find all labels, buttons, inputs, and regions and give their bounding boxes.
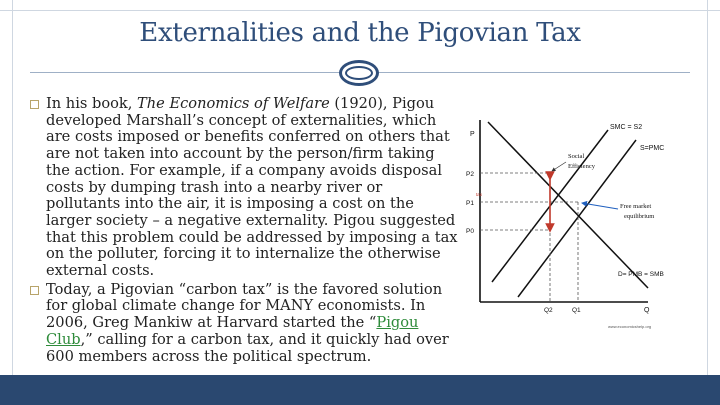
frame-top-line <box>0 10 720 11</box>
x-axis-label: Q <box>644 307 650 314</box>
x-tick-q2: Q2 <box>544 307 553 314</box>
slide-body <box>30 96 458 367</box>
watermark-text: www.economicshelp.org <box>608 324 652 329</box>
bullet1-text-a: In his book, <box>46 95 138 112</box>
bullet1-text-b: (1920), Pigou developed Marshall’s concept of externalities, which are costs imposed or benefits conferred on others that are not taken into account by the person/firm taking the action. For example, if a company avoids disposal costs by dumping trash into a nearby river or pollutants into the air, it is imposing a cost on the larger society – a negative externality. Pigou suggested that this problem could be addressed by imposing a tax on the polluter, forcing it to internalize the otherwise external costs. <box>46 95 458 280</box>
smc-label: SMC = S2 <box>610 124 643 131</box>
square-bullet-icon <box>30 100 39 109</box>
frame-left-line <box>12 0 13 405</box>
tax-label: tax <box>476 192 483 197</box>
book-title: The Economics of Welfare <box>137 95 330 112</box>
divider-ring-ornament <box>339 60 379 86</box>
ring-inner <box>345 66 373 80</box>
square-bullet-icon <box>30 286 39 295</box>
y-tick-p1: P1 <box>466 200 474 207</box>
pigovian-tax-graph-image <box>458 112 690 334</box>
bullet-item <box>30 96 458 280</box>
y-axis-label: P <box>470 131 475 138</box>
x-tick-q1: Q1 <box>572 307 581 314</box>
demand-label: D= PMB = SMB <box>618 271 664 278</box>
social-label: Social <box>568 153 585 160</box>
supply-label: S=PMC <box>640 145 665 152</box>
slide-title: Externalities and the Pigovian Tax <box>139 18 581 48</box>
y-tick-p2: P2 <box>466 171 474 178</box>
bullet2-text-b: ,” calling for a carbon tax, and it quickly had over 600 members across the political spectrum. <box>46 330 449 365</box>
equilibrium-label: equilibrium <box>624 213 655 220</box>
bullet-item <box>30 282 458 366</box>
pigou-club-link[interactable]: Pigou Club <box>46 314 419 348</box>
efficiency-label: Efficiency <box>568 163 595 170</box>
frame-right-line <box>707 0 708 405</box>
footer-bar <box>0 375 720 405</box>
bullet2-text-a: Today, a Pigovian “carbon tax” is the favored solution for global climate change for MANY economists. In 2006, Greg Mankiw at Harvard started the “ <box>46 280 443 332</box>
y-tick-p0: P0 <box>466 228 474 235</box>
free-market-label: Free market <box>620 203 652 210</box>
